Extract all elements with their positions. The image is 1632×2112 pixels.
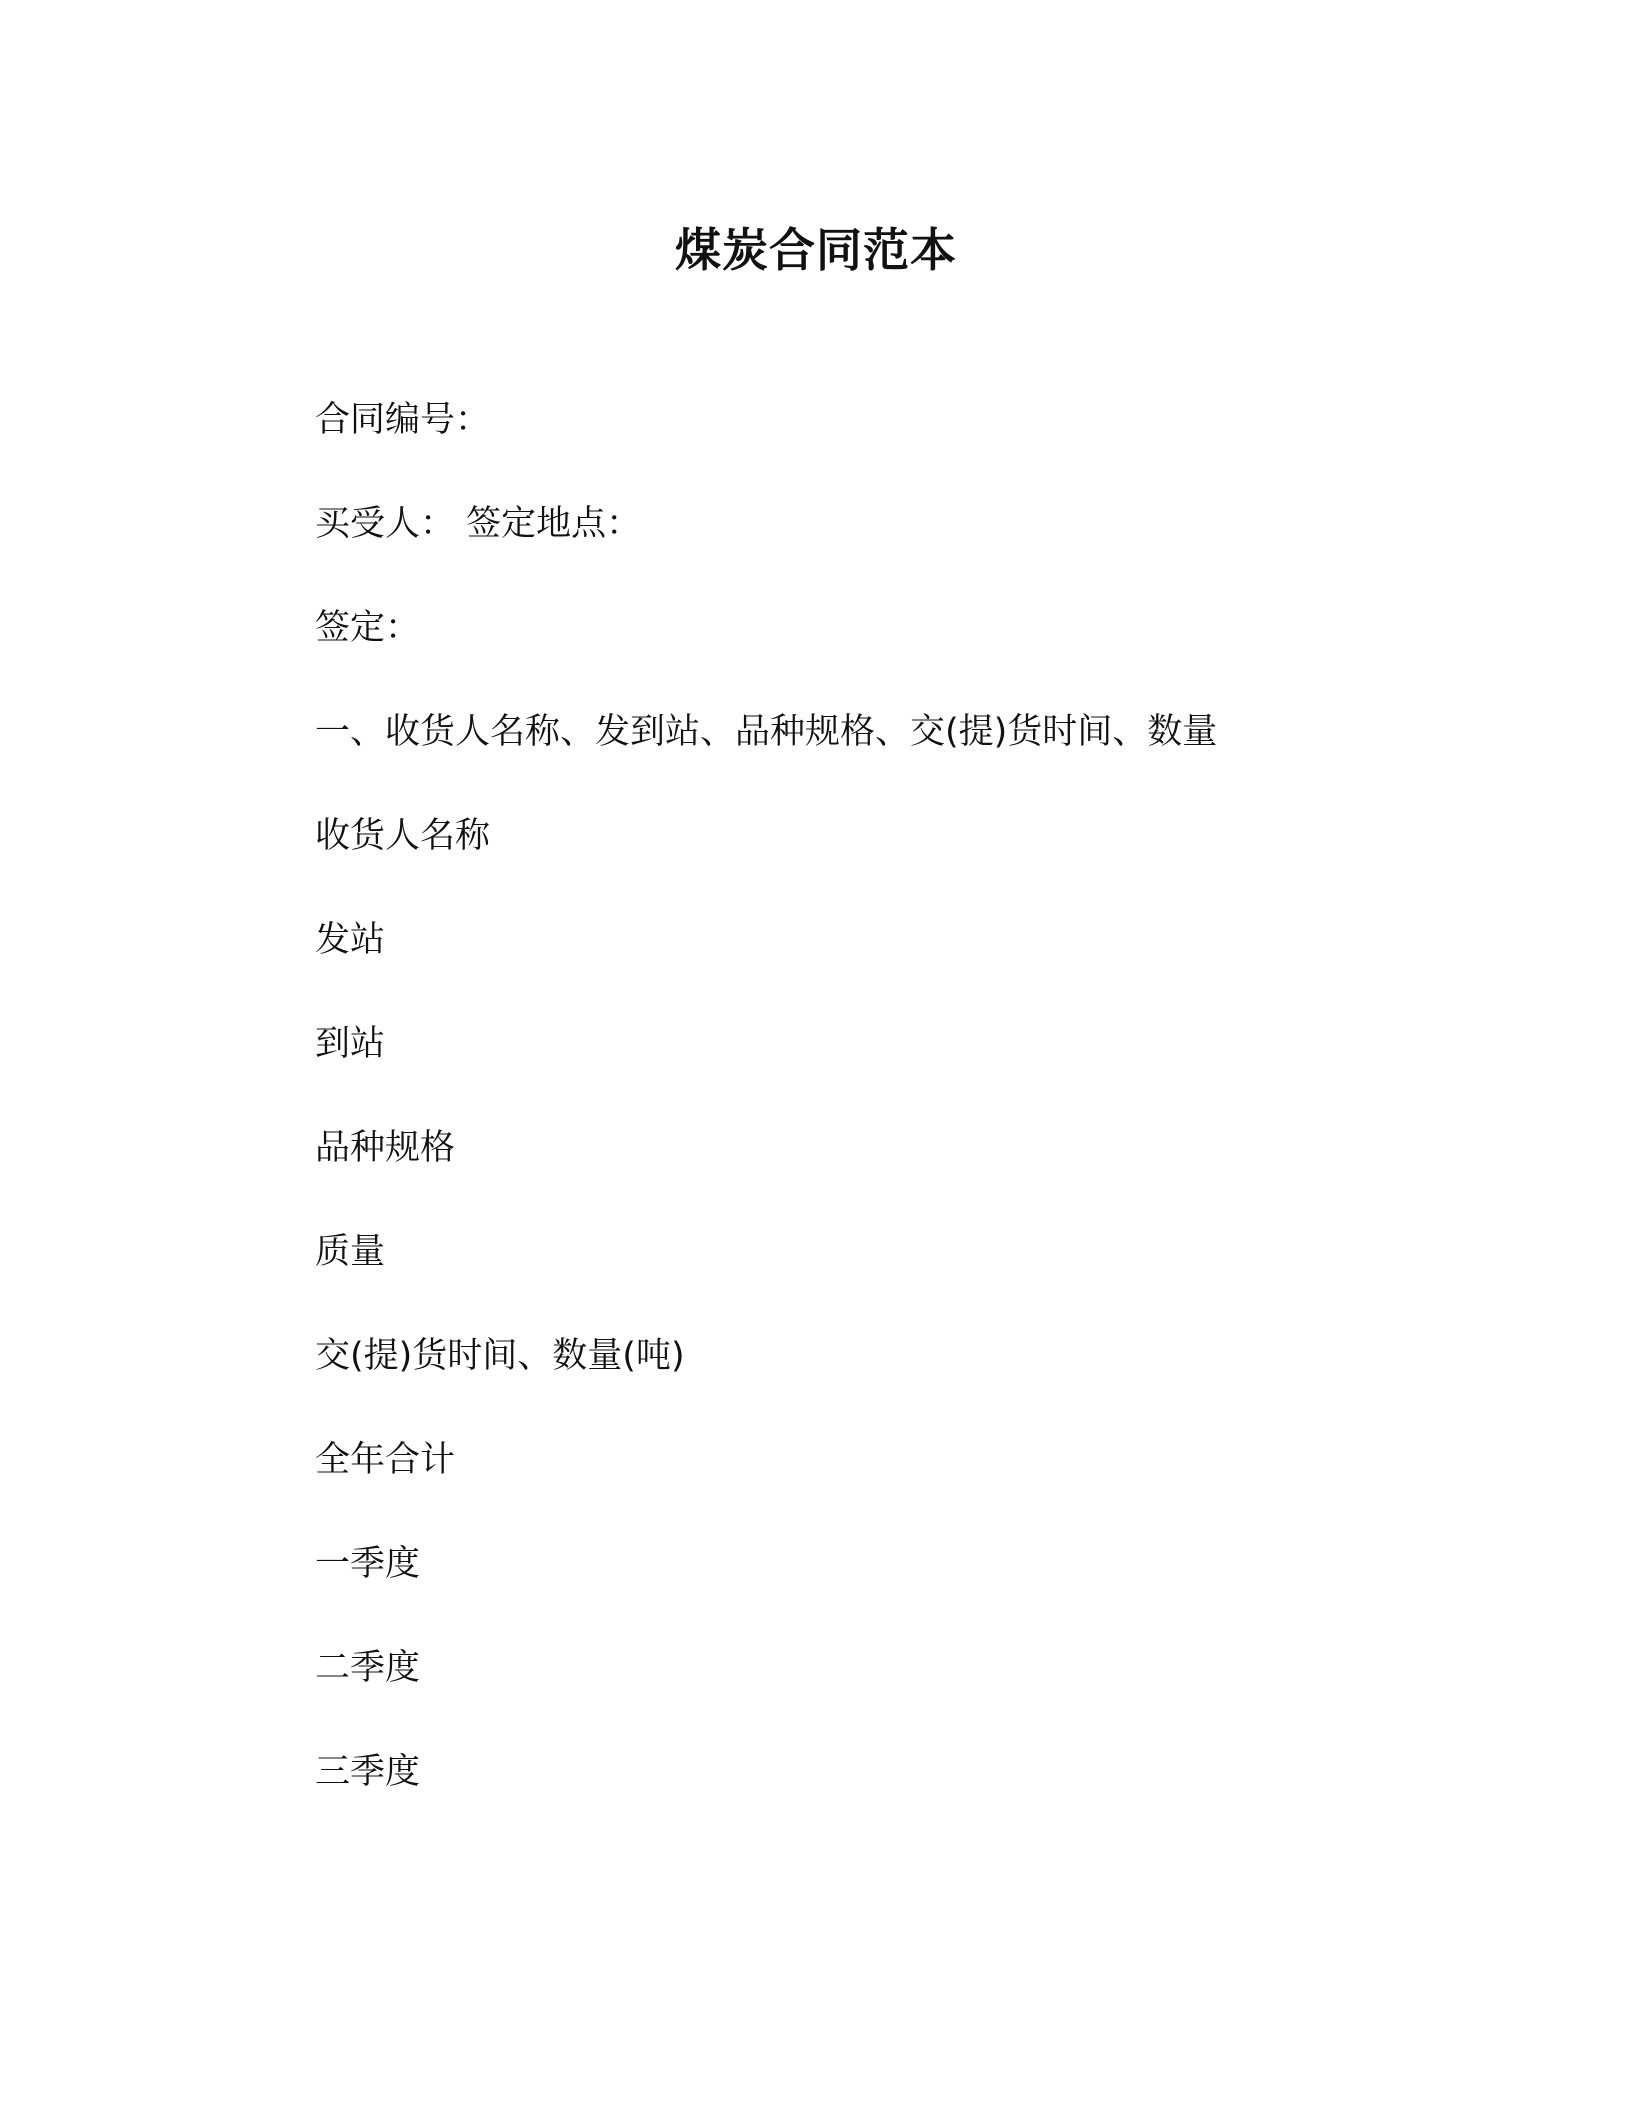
signing-line: 签定： xyxy=(315,608,421,648)
departure-station-line: 发站 xyxy=(315,920,386,960)
delivery-time-quantity-line: 交(提)货时间、数量(吨) xyxy=(315,1336,685,1376)
annual-total-line: 全年合计 xyxy=(315,1440,456,1480)
contract-number-line: 合同编号： xyxy=(315,400,491,440)
quarter-3-line: 三季度 xyxy=(315,1752,421,1792)
arrival-station-line: 到站 xyxy=(315,1024,386,1064)
document-title: 煤炭合同范本 xyxy=(675,223,957,277)
quality-line: 质量 xyxy=(315,1232,386,1272)
consignee-name-line: 收货人名称 xyxy=(315,816,491,856)
buyer-and-signing-place-line: 买受人： 签定地点： xyxy=(315,504,642,544)
variety-spec-line: 品种规格 xyxy=(315,1128,456,1168)
quarter-2-line: 二季度 xyxy=(315,1648,421,1688)
document-body xyxy=(315,396,1415,1852)
quarter-1-line: 一季度 xyxy=(315,1544,421,1584)
section-heading-1: 一、收货人名称、发到站、品种规格、交(提)货时间、数量 xyxy=(315,712,1218,752)
